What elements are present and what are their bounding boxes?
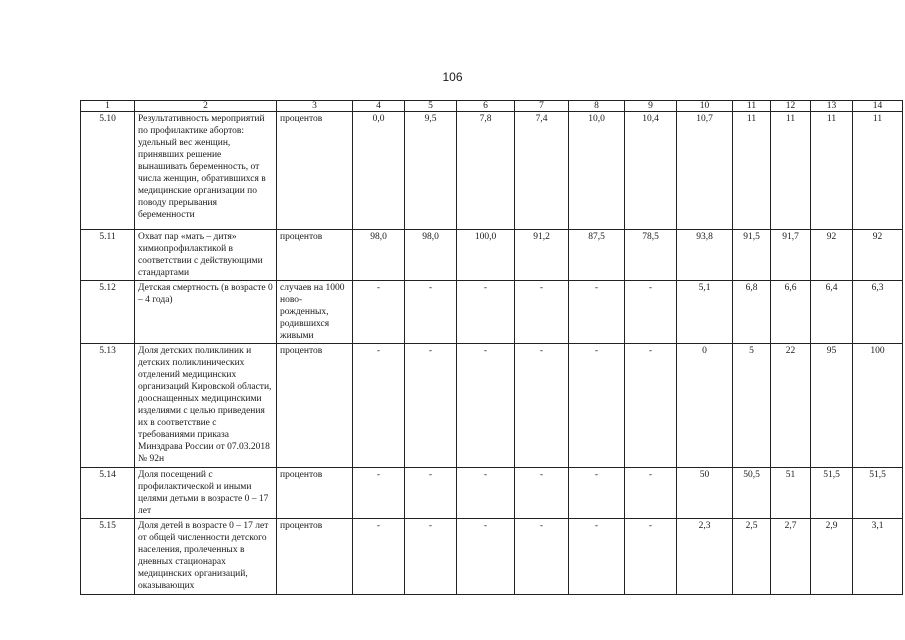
row-number: 5.15 [81,519,135,595]
column-header-12: 12 [771,101,811,112]
value-cell: - [353,281,405,344]
row-number: 5.10 [81,112,135,230]
value-cell: 78,5 [625,230,677,281]
column-header-14: 14 [853,101,903,112]
indicator-description: Доля посещений с профилактической и иными целями детьми в возрасте 0 – 17 лет [135,468,277,519]
column-header-2: 2 [135,101,277,112]
value-cell: - [625,468,677,519]
value-cell: - [457,344,515,468]
column-header-13: 13 [811,101,853,112]
table-row [81,230,903,281]
unit-of-measure: процентов [277,519,353,595]
value-cell: 100,0 [457,230,515,281]
value-cell: 98,0 [405,230,457,281]
table-row [81,344,903,468]
value-cell: 7,4 [515,112,569,230]
value-cell: - [569,468,625,519]
table-row [81,519,903,595]
value-cell: 11 [853,112,903,230]
value-cell: 92 [811,230,853,281]
value-cell: 87,5 [569,230,625,281]
value-cell: - [625,344,677,468]
table-row [81,468,903,519]
value-cell: 0,0 [353,112,405,230]
value-cell: - [625,519,677,595]
value-cell: 5 [733,344,771,468]
value-cell: 6,3 [853,281,903,344]
value-cell: 6,6 [771,281,811,344]
unit-of-measure: случаев на 1000 ново-рожденных, родившихся живыми [277,281,353,344]
column-header-11: 11 [733,101,771,112]
value-cell: 50 [677,468,733,519]
value-cell: 10,0 [569,112,625,230]
value-cell: 93,8 [677,230,733,281]
unit-of-measure: процентов [277,344,353,468]
row-number: 5.11 [81,230,135,281]
value-cell: 92 [853,230,903,281]
value-cell: 11 [771,112,811,230]
indicators-table [80,100,903,595]
value-cell: 6,8 [733,281,771,344]
value-cell: - [353,344,405,468]
value-cell: 9,5 [405,112,457,230]
indicator-description: Результативность мероприятий по профилактике абортов: удельный вес женщин, принявших решение вынашивать беременность, от числа женщин, обратившихся в медицинские организации по поводу прерывания беременности [135,112,277,230]
value-cell: - [457,281,515,344]
value-cell: - [405,519,457,595]
page-number: 106 [442,70,463,84]
unit-of-measure: процентов [277,230,353,281]
column-header-6: 6 [457,101,515,112]
indicator-description: Доля детей в возрасте 0 – 17 лет от общей численности детского населения, пролеченных в дневных стационарах медицинских организаций, оказывающих [135,519,277,595]
value-cell: - [405,344,457,468]
column-header-4: 4 [353,101,405,112]
value-cell: 50,5 [733,468,771,519]
value-cell: 100 [853,344,903,468]
row-number: 5.12 [81,281,135,344]
value-cell: 91,5 [733,230,771,281]
column-header-1: 1 [81,101,135,112]
value-cell: 95 [811,344,853,468]
value-cell: 91,7 [771,230,811,281]
value-cell: 51 [771,468,811,519]
indicator-description: Доля детских поликлиник и детских поликлинических отделений медицинских организаций Кировской области, дооснащенных медицинскими изделиями с целью приведения их в соответствие с требованиями приказа Минздрава России от 07.03.2018 № 92н [135,344,277,468]
value-cell: - [405,281,457,344]
value-cell: - [569,281,625,344]
unit-of-measure: процентов [277,468,353,519]
value-cell: 51,5 [853,468,903,519]
row-number: 5.13 [81,344,135,468]
value-cell: 91,2 [515,230,569,281]
value-cell: 2,7 [771,519,811,595]
value-cell: 6,4 [811,281,853,344]
column-header-10: 10 [677,101,733,112]
value-cell: - [353,468,405,519]
value-cell: 10,7 [677,112,733,230]
value-cell: - [353,519,405,595]
value-cell: 98,0 [353,230,405,281]
column-header-8: 8 [569,101,625,112]
indicator-description: Детская смертность (в возрасте 0 – 4 года) [135,281,277,344]
row-number: 5.14 [81,468,135,519]
indicator-description: Охват пар «мать – дитя» химиопрофилактикой в соответствии с действующими стандартами [135,230,277,281]
value-cell: - [457,519,515,595]
value-cell: - [515,468,569,519]
value-cell: 2,5 [733,519,771,595]
value-cell: - [515,519,569,595]
table-row [81,281,903,344]
value-cell: 7,8 [457,112,515,230]
value-cell: 11 [811,112,853,230]
value-cell: - [405,468,457,519]
column-header-9: 9 [625,101,677,112]
value-cell: 2,3 [677,519,733,595]
header-row [81,101,903,112]
value-cell: 3,1 [853,519,903,595]
value-cell: - [569,519,625,595]
value-cell: 11 [733,112,771,230]
value-cell: - [457,468,515,519]
value-cell: 22 [771,344,811,468]
value-cell: 2,9 [811,519,853,595]
value-cell: 10,4 [625,112,677,230]
value-cell: 51,5 [811,468,853,519]
column-header-3: 3 [277,101,353,112]
value-cell: - [625,281,677,344]
value-cell: 5,1 [677,281,733,344]
unit-of-measure: процентов [277,112,353,230]
value-cell: - [515,281,569,344]
column-header-5: 5 [405,101,457,112]
table-row [81,112,903,230]
value-cell: - [569,344,625,468]
column-header-7: 7 [515,101,569,112]
value-cell: - [515,344,569,468]
value-cell: 0 [677,344,733,468]
